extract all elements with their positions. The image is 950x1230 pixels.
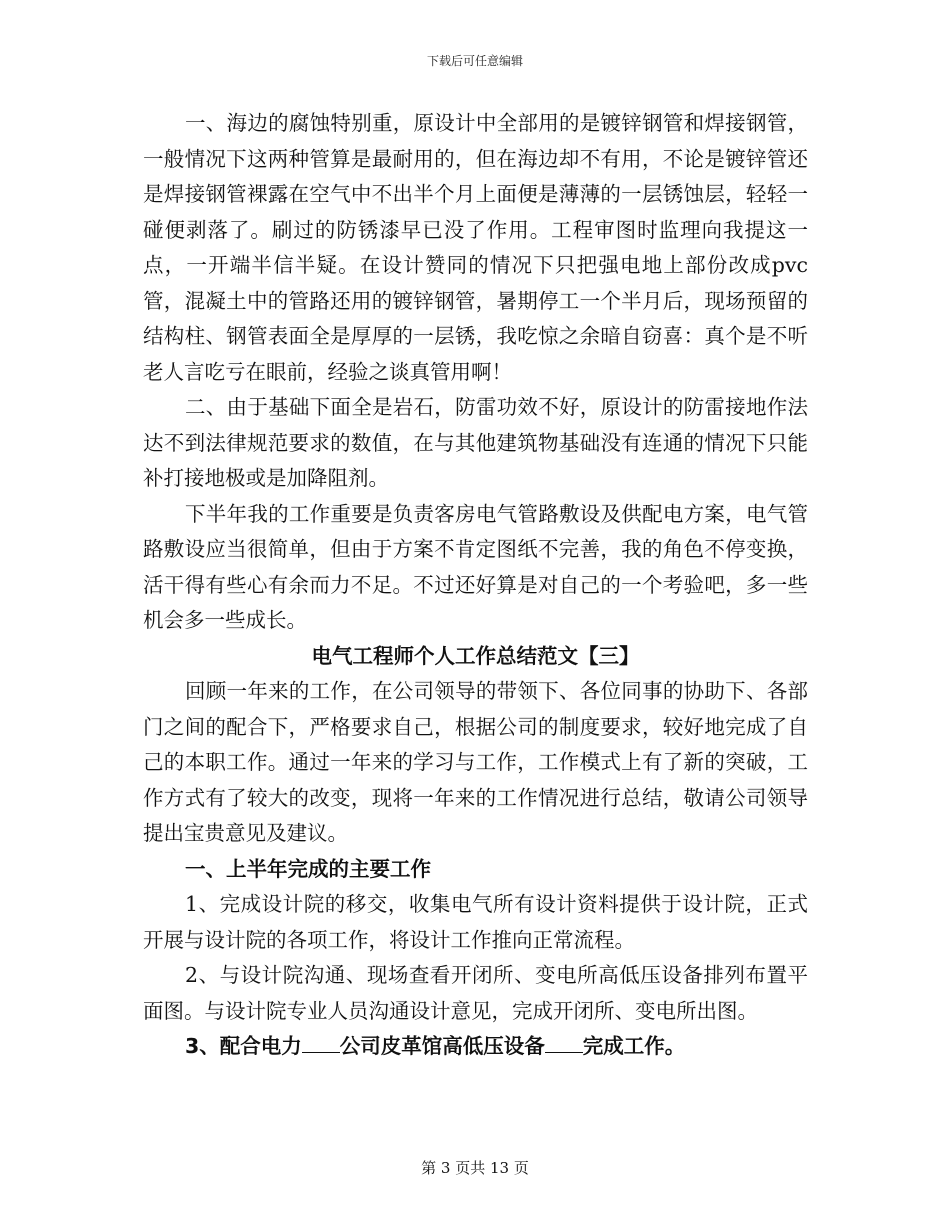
paragraph-lightning: 二、由于基础下面全是岩石，防雷功效不好，原设计的防雷接地作法达不到法律规范要求的数值，在与其他建筑物基础没有连通的情况下只能补打接地极或是加降阻剂。 (143, 395, 808, 490)
blank-underline (545, 1030, 583, 1053)
item3-part-a: 3、配合电力 (185, 1034, 302, 1058)
page-header: 下载后可任意编辑 (426, 54, 523, 68)
item3-part-c: 完成工作。 (582, 1034, 686, 1058)
section-heading: 一、上半年完成的主要工作 (185, 856, 431, 881)
paragraph-corrosion: 一、海边的腐蚀特别重，原设计中全部用的是镀锌钢管和焊接钢管，一般情况下这两种管算是最耐用的，但在海边却不有用，不论是镀锌管还是焊接钢管裸露在空气中不出半个月上面便是薄薄的一层锈蚀层，轻轻一碰便剥落了。刷过的防锈漆早已没了作用。工程审图时监理向我提这一点，一开端半信半疑。在设计赞同的情况下只把强电地上部份改成pvc管，混凝土中的管路还用的镀锌钢管，暑期停工一个半月后，现场预留的结构柱、钢管表面全是厚厚的一层锈，我吃惊之余暗自窃喜：真个是不听老人言吃亏在眼前，经验之谈真管用啊！ (143, 111, 808, 384)
list-item: 2、与设计院沟通、现场查看开闭所、变电所高低压设备排列布置平面图。与设计院专业人员沟通设计意见，完成开闭所、变电所出图。 (143, 963, 808, 1023)
paragraph-second-half: 下半年我的工作重要是负责客房电气管路敷设及供配电方案，电气管路敷设应当很简单，但由于方案不肯定图纸不完善，我的角色不停变换，活干得有些心有余而力不足。不过还好算是对自己的一个考验吧，多一些机会多一些成长。 (143, 501, 808, 632)
blank-underline (302, 1030, 340, 1053)
page-footer: 第 3 页共 13 页 (421, 1159, 529, 1177)
list-item: 1、完成设计院的移交，收集电气所有设计资料提供于设计院，正式开展与设计院的各项工作，将设计工作推向正常流程。 (143, 892, 808, 952)
list-item-bold (143, 1029, 808, 1065)
item3-part-b: 公司皮革馆高低压设备 (339, 1034, 545, 1058)
section-title: 电气工程师个人工作总结范文【三】 (311, 643, 640, 668)
paragraph-review: 回顾一年来的工作，在公司领导的带领下、各位同事的协助下、各部门之间的配合下，严格要求自己，根据公司的制度要求，较好地完成了自己的本职工作。通过一年来的学习与工作，工作模式上有了新的突破，工作方式有了较大的改变，现将一年来的工作情况进行总结，敬请公司领导提出宝贵意见及建议。 (143, 679, 808, 845)
document-body (143, 106, 808, 1065)
